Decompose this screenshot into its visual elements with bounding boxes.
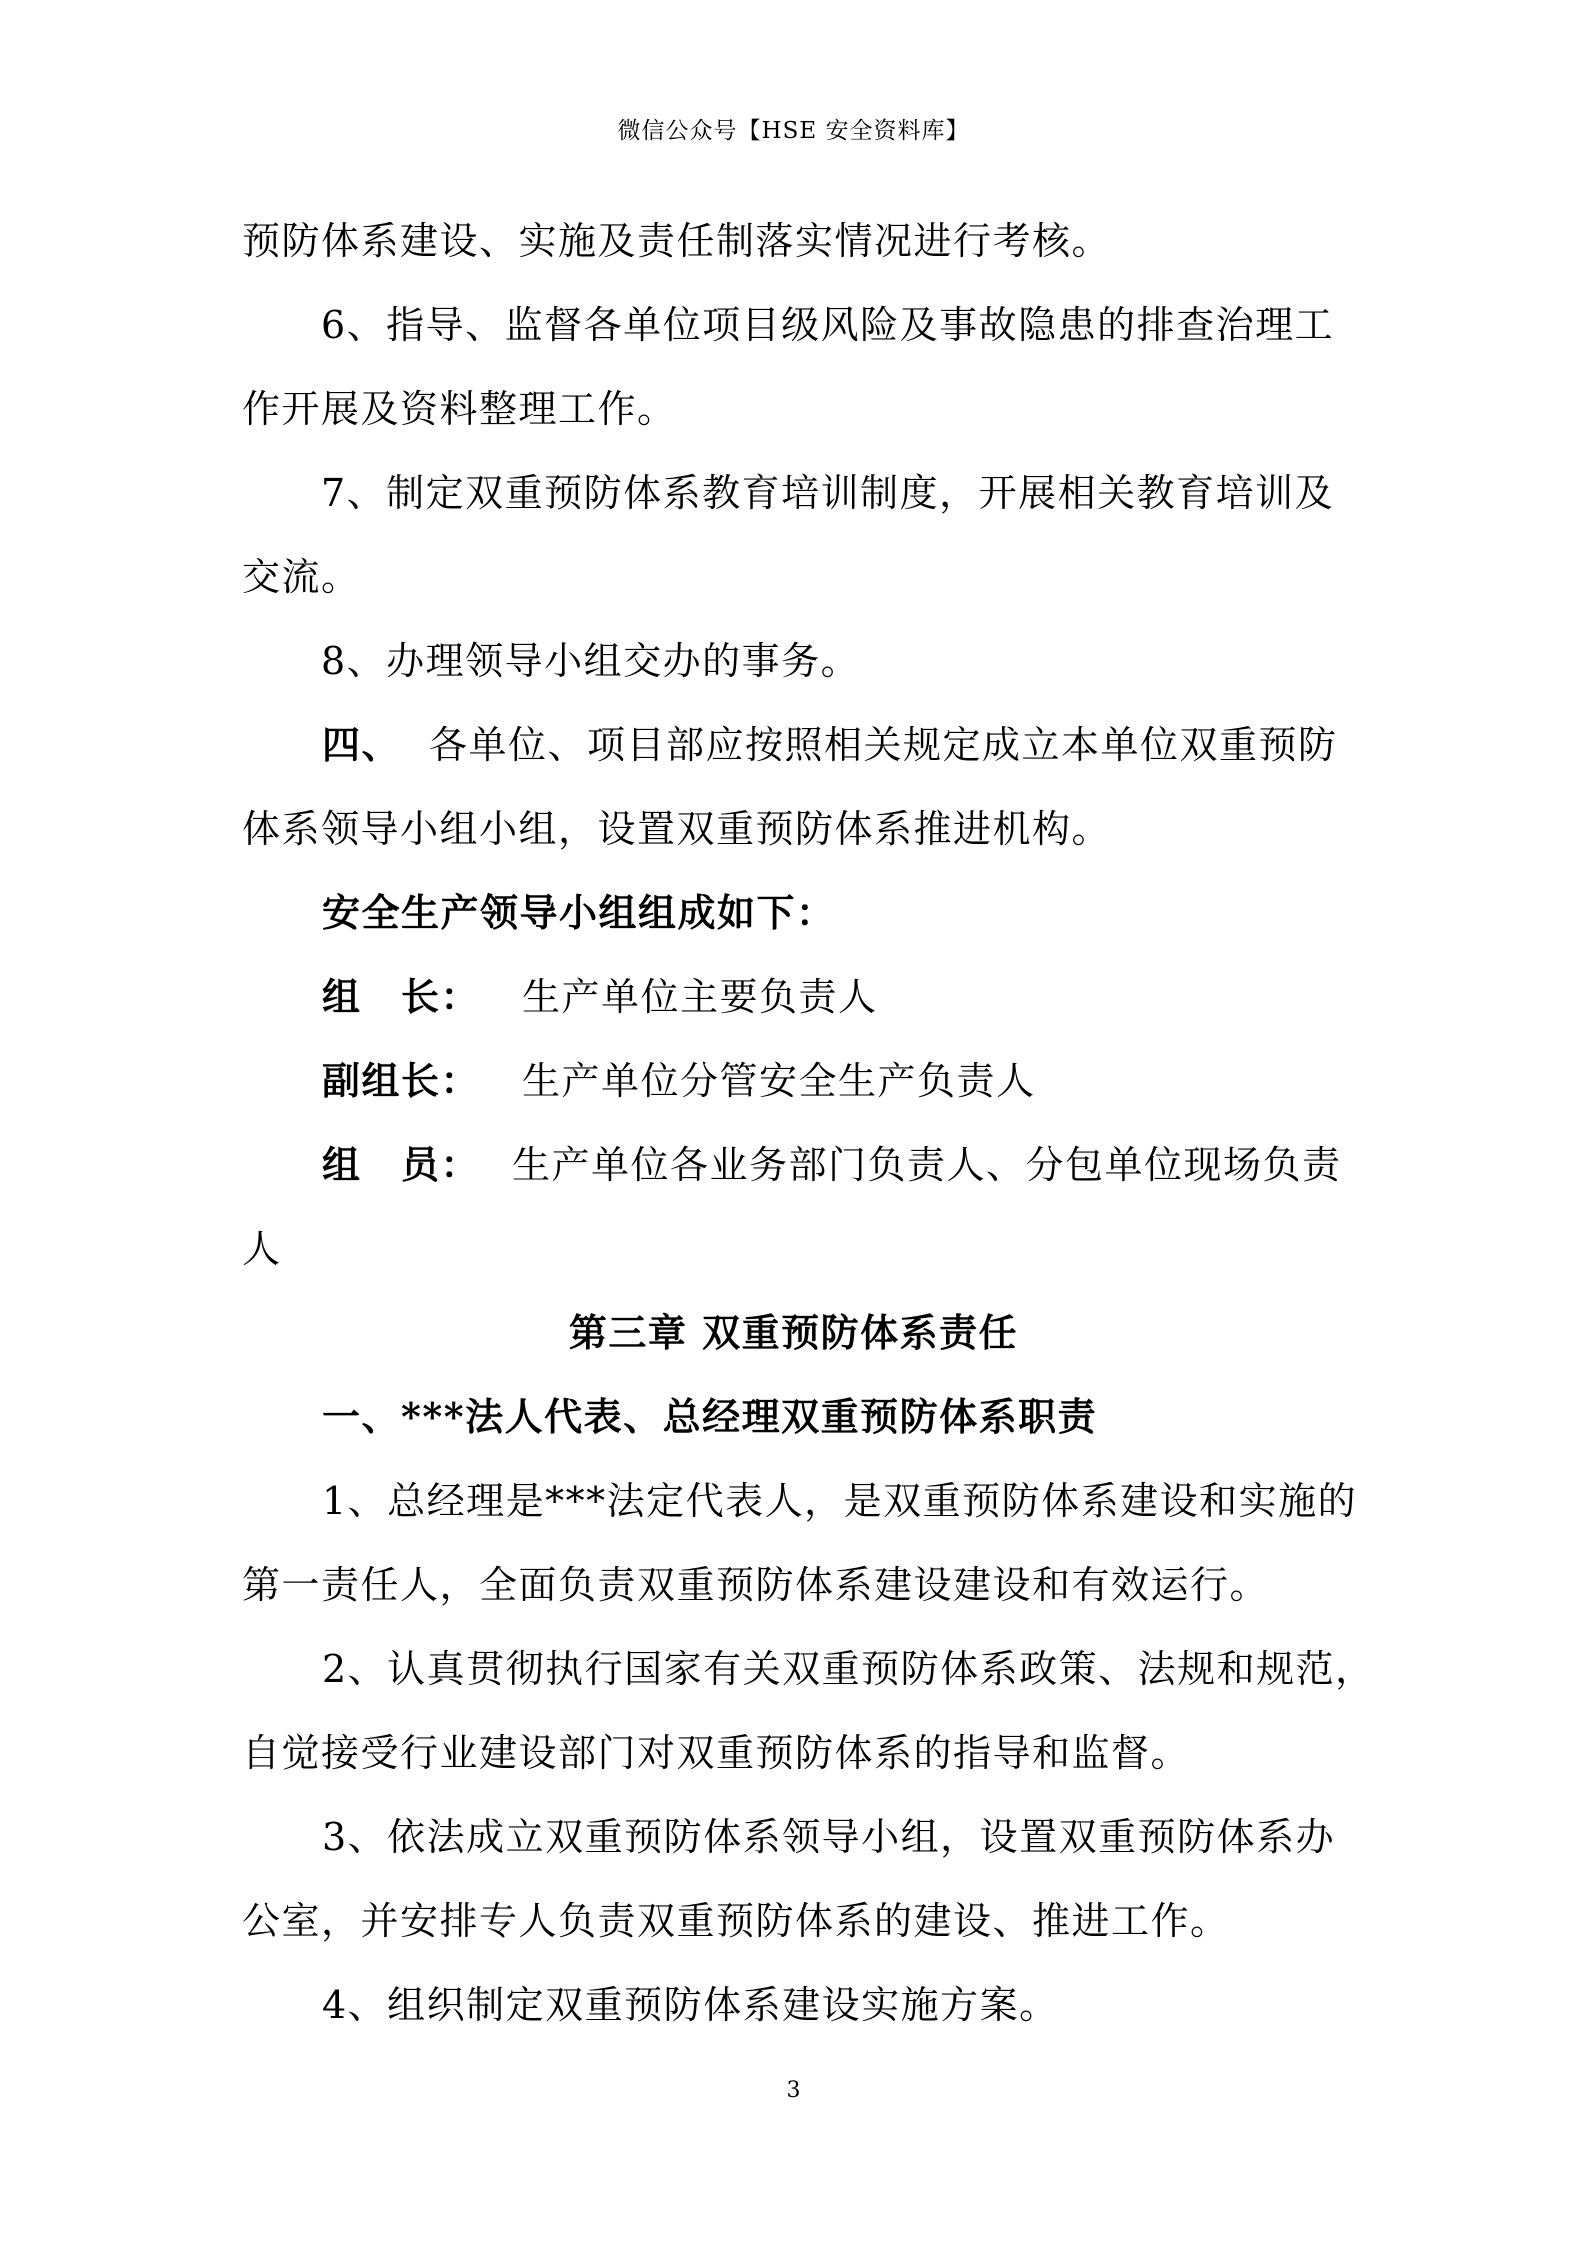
section-4-number: 四、 xyxy=(322,722,402,767)
team-leader-value: 生产单位主要负责人 xyxy=(522,975,878,1019)
page-number: 3 xyxy=(786,2078,801,2103)
duty-item-line: 4、组织制定双重预防体系建设实施方案。 xyxy=(322,1983,1059,2027)
duty-item-line: 1、总经理是***法定代表人，是双重预防体系建设和实施的 xyxy=(322,1479,1358,1523)
section-4-text: 各单位、项目部应按照相关规定成立本单位双重预防 xyxy=(429,723,1338,767)
team-member-value: 生产单位各业务部门负责人、分包单位现场负责 xyxy=(512,1143,1342,1187)
section-1-heading: 一、***法人代表、总经理双重预防体系职责 xyxy=(322,1394,1098,1439)
section-4-line xyxy=(322,714,1338,769)
team-member-row xyxy=(322,1134,1342,1189)
chapter-title: 第三章 双重预防体系责任 xyxy=(568,1310,1019,1355)
team-member-row-2: 人 xyxy=(242,1227,282,1271)
duty-item-line: 3、依法成立双重预防体系领导小组，设置双重预防体系办 xyxy=(322,1815,1336,1859)
section-4-line-2: 体系领导小组小组，设置双重预防体系推进机构。 xyxy=(242,807,1112,851)
paragraph-line: 预防体系建设、实施及责任制落实情况进行考核。 xyxy=(242,219,1112,263)
duty-item-line: 公室，并安排专人负责双重预防体系的建设、推进工作。 xyxy=(242,1899,1230,1943)
duty-item-line: 2、认真贯彻执行国家有关双重预防体系政策、法规和规范， xyxy=(322,1647,1375,1691)
team-leader-row xyxy=(322,966,878,1021)
paragraph-line: 6、指导、监督各单位项目级风险及事故隐患的排查治理工 xyxy=(242,303,1335,347)
page-header: 微信公众号【HSE 安全资料库】 xyxy=(617,118,970,144)
paragraph-line: 8、办理领导小组交办的事务。 xyxy=(242,639,861,683)
duty-item-line: 第一责任人，全面负责双重预防体系建设建设和有效运行。 xyxy=(242,1563,1270,1607)
team-member-label: 组 员： xyxy=(322,1142,481,1187)
team-deputy-label: 副组长： xyxy=(322,1058,481,1103)
team-deputy-row xyxy=(322,1050,1036,1105)
paragraph-line: 交流。 xyxy=(242,555,361,599)
team-deputy-value: 生产单位分管安全生产负责人 xyxy=(522,1059,1036,1103)
paragraph-line: 作开展及资料整理工作。 xyxy=(242,387,677,431)
team-leader-label: 组 长： xyxy=(322,974,481,1019)
duty-item-line: 自觉接受行业建设部门对双重预防体系的指导和监督。 xyxy=(242,1731,1191,1775)
team-heading: 安全生产领导小组组成如下： xyxy=(322,890,836,935)
paragraph-line: 7、制定双重预防体系教育培训制度，开展相关教育培训及 xyxy=(242,471,1335,515)
